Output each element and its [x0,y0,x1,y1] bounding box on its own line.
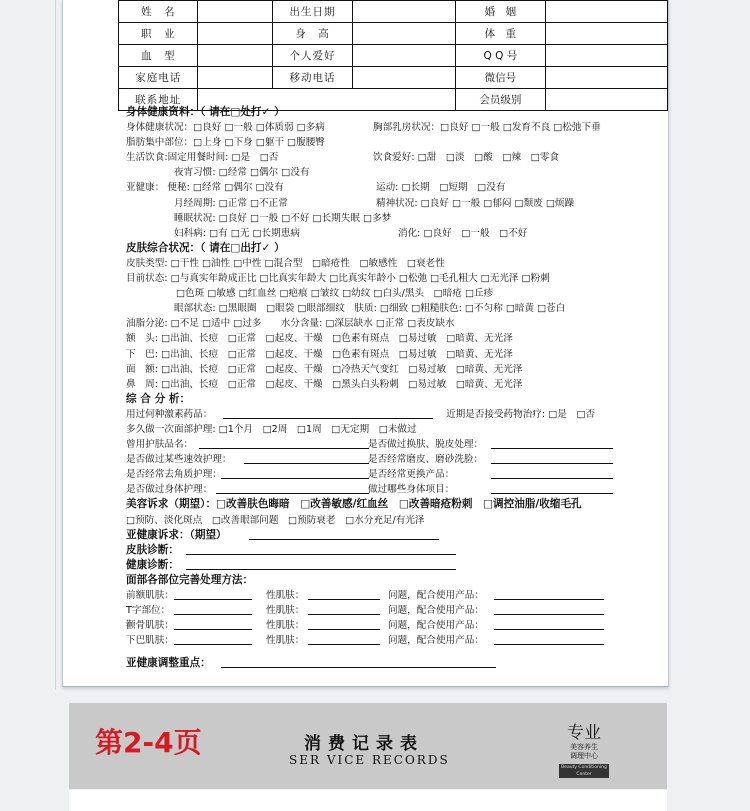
form-text: 睡眠状况: □良好 □一般 □不好 □长期失眠 □多梦 [174,212,392,224]
records-title: 消费记录表 [304,734,424,754]
form-text: 前额肌肤： [126,590,174,601]
answer-underline[interactable] [244,452,369,464]
form-text: 健康诊断： [126,558,179,571]
form-text: 夜宵习惯: □经常 □偶尔 □没有 [174,167,310,179]
form-text: 额 头: □出油、长痘 □正常 □起皮、干燥 □色素有斑点 □易过敏 □暗黄、无光泽 [126,333,513,345]
table-cell: 体 重 [455,23,545,45]
form-text: 眼部状态: □黑眼圈 □眼袋 □眼部细纹 肤质: □细致 □粗糙肤色: □不匀称 □暗黄 □苍白 [174,303,566,315]
form-text: 曾用护肤品名： [126,439,194,451]
table-cell: 血 型 [119,45,198,67]
form-text: 性肌肤： [266,590,305,601]
input-cell[interactable] [352,23,455,45]
form-line [126,656,686,671]
answer-underline[interactable] [221,656,496,668]
form-text: 消化: □良好 □一般 □不好 [398,227,528,239]
input-cell[interactable] [546,23,668,45]
answer-underline[interactable] [491,467,613,479]
form-text: 性肌肤： [266,635,305,647]
form-line [126,165,686,180]
answer-underline[interactable] [223,407,433,419]
form-text: 身体健康资料：（ 请在□处打✓ ） [126,106,285,118]
form-line [126,573,686,588]
input-cell[interactable] [546,67,668,89]
form-line [126,271,686,286]
form-text: 近期是否接受药物治疗: □是 □否 [446,408,596,420]
form-text: 胸部乳房状况：□良好 □一般 □发育不良 □松弛下垂 [373,122,601,134]
health-form-body [126,105,686,671]
form-line [126,301,686,316]
table-cell: 移动电话 [273,67,352,89]
form-text: 面部各部位完善处理方法： [126,573,254,586]
form-text: 鼻 周: □出油、长痘 □正常 □起皮、干燥 □黑头白头粉刺 □易过敏 □暗黄、无光泽 [126,378,523,390]
form-text: 脂肪集中部位：□上身 □下身 □躯干 □腹腰臀 [126,137,325,149]
input-cell[interactable] [352,67,455,89]
answer-underline[interactable] [174,603,252,615]
input-cell[interactable] [352,1,455,23]
answer-underline[interactable] [308,633,380,645]
table-row [119,1,668,23]
form-line [126,558,686,573]
form-line [126,331,686,346]
form-line [126,105,686,120]
form-text: 饮食爱好: □甜 □淡 □酸 □辣 □零食 [373,152,559,164]
form-text: □预防、淡化斑点 □改善眼部问题 □预防衰老 □水分充足/有光泽 [126,514,425,526]
form-text: 是否做过某些速效护理： [126,454,232,466]
form-text: 亚健康调整重点： [126,657,211,670]
form-line [126,135,686,150]
answer-underline[interactable] [494,618,604,630]
form-line [126,392,686,407]
form-text: 精神状况: □良好 □一般 □郁闷 □颓废 □烦躁 [376,197,575,209]
form-text: 问题，配合使用产品： [388,620,484,632]
form-text: 美容诉求（期望）：□改善肤色晦暗 □改善敏感/红血丝 □改善暗疮粉刺 □调控油脂/收缩毛孔 [126,498,582,511]
table-cell: Q Q 号 [455,45,545,67]
form-text: 是否经常磨皮、磨砂洗脸： [368,454,484,466]
form-text: 月经周期: □正常 □不正常 [174,197,288,209]
answer-underline[interactable] [491,452,613,464]
form-line [126,588,686,603]
input-cell[interactable] [198,67,273,89]
answer-underline[interactable] [174,633,252,645]
table-cell: 出生日期 [273,1,352,23]
form-text: 身体健康状况：□良好 □一般 □体质弱 □多病 [126,122,325,134]
form-line [126,437,686,452]
form-line [126,256,686,271]
answer-underline[interactable] [494,588,604,600]
form-line [126,543,686,558]
form-line [126,150,686,165]
next-page-peek [69,790,667,811]
form-line [126,241,686,256]
form-line [126,482,686,497]
input-cell[interactable] [198,1,273,23]
logo-bar: Beauty Conditioning Center [559,764,609,778]
brand-logo [559,723,609,779]
form-line [126,467,686,482]
table-cell: 姓 名 [119,1,198,23]
personal-info-table [118,0,668,111]
answer-underline[interactable] [491,482,613,494]
form-text: T字部位： [126,605,171,617]
input-cell[interactable] [198,45,273,67]
logo-text-small: 调理中心 [570,752,598,760]
answer-underline[interactable] [186,543,456,555]
form-line [126,286,686,301]
answer-underline[interactable] [174,588,252,600]
form-line [126,347,686,362]
table-cell: 联系地址 [119,89,198,111]
health-form-sheet [62,0,669,687]
form-text: 亚健康诉求：（期望） [126,528,227,541]
form-text: 用过何种激素药品： [126,408,213,420]
records-subtitle: SER VICE RECORDS [289,753,450,767]
form-line [126,633,686,648]
answer-underline[interactable] [308,603,380,615]
form-text: 下巴肌肤： [126,635,174,647]
table-cell: 会员级别 [455,89,545,111]
answer-underline[interactable] [308,588,380,600]
form-text: 是否经常更换产品： [368,469,455,481]
form-line [126,226,686,241]
form-line [126,316,686,331]
form-text: 运动: □长期 □短期 □没有 [376,182,506,194]
form-text: 皮肤诊断： [126,543,179,556]
answer-underline[interactable] [308,618,380,630]
form-text: 综 合 分 析： [126,392,191,405]
answer-underline[interactable] [174,618,252,630]
form-text: 油脂分泌: □不足 □适中 □过多 水分含量: □深层缺水 □正常 □表皮缺水 [126,318,455,330]
form-text: 多久做一次面部护理: □1个月 □2周 □1周 □无定期 □未做过 [126,423,417,435]
logo-text-small: 美容养生 [570,743,598,751]
form-text: 是否经常去角质护理： [126,469,222,481]
form-line [126,377,686,392]
table-cell: 身 高 [273,23,352,45]
form-text: 性肌肤： [266,605,305,617]
form-text: 面 额: □出油、长痘 □正常 □起皮、干燥 □冷热天气变红 □易过敏 □暗黄、无光泽 [126,363,523,375]
form-line [126,603,686,618]
form-text: 问题，配合使用产品： [388,590,484,601]
form-text: 下 巴: □出油、长痘 □正常 □起皮、干燥 □色素有斑点 □易过敏 □暗黄、无光泽 [126,348,513,360]
answer-underline[interactable] [494,633,604,645]
input-cell[interactable] [546,1,668,23]
form-text: 皮肤综合状况：（ 请在□出打✓ ） [126,241,285,254]
form-line [126,407,686,422]
table-cell: 职 业 [119,23,198,45]
table-cell: 个人爱好 [273,45,352,67]
form-text: 妇科病: □有 □无 □长期患病 [174,227,300,239]
answer-underline[interactable] [216,482,369,494]
input-cell[interactable] [198,23,273,45]
form-line [126,497,686,512]
table-cell: 家庭电话 [119,67,198,89]
form-line [126,452,686,467]
form-text: 皮肤类型: □干性 □油性 □中性 □混合型 □暗疮性 □敏感性 □衰老性 [126,257,445,269]
form-text: 目前状态: □与真实年龄成正比 □比真实年龄大 □比真实年龄小 □松弛 □毛孔粗大 □无光泽 □粉刺 [126,273,550,285]
form-text: 亚健康： 便秘: □经常 □偶尔 □没有 [126,182,284,194]
form-line [126,422,686,437]
form-text: 做过哪些身体项目： [368,484,455,496]
form-text: 是否做过换肤、脱皮处理： [368,439,484,451]
form-line [126,180,686,195]
input-cell[interactable] [352,45,455,67]
table-row [119,67,668,89]
logo-text-big: 专业 [567,723,601,743]
answer-underline[interactable] [186,558,456,570]
table-row [119,45,668,67]
form-text: 生活饮食:固定用餐时间: □是 □否 [126,152,279,164]
form-line [126,618,686,633]
form-line [126,211,686,226]
table-cell: 婚 姻 [455,1,545,23]
form-line [126,196,686,211]
form-text: 问题，配合使用产品： [388,635,484,647]
form-line [126,513,686,528]
answer-underline[interactable] [199,437,369,449]
form-text: 性肌肤： [266,620,305,632]
form-text: 问题，配合使用产品： [388,605,484,617]
form-text: 颧骨肌肤： [126,620,174,632]
input-cell[interactable] [546,45,668,67]
page-label: 第2-4页 [95,726,202,759]
form-text: □色斑 □敏感 □红血丝 □疤痕 □皱纹 □幼纹 □白头/黑头 □暗疮 □丘疹 [176,288,494,300]
form-line [126,120,686,135]
footer-banner [69,703,667,789]
table-row [119,23,668,45]
table-cell: 微信号 [455,67,545,89]
answer-underline[interactable] [494,603,604,615]
answer-underline[interactable] [221,467,369,479]
form-text: 是否做过身体护理： [126,484,213,496]
answer-underline[interactable] [249,528,439,540]
form-line [126,528,686,543]
form-line [126,362,686,377]
answer-underline[interactable] [491,437,613,449]
